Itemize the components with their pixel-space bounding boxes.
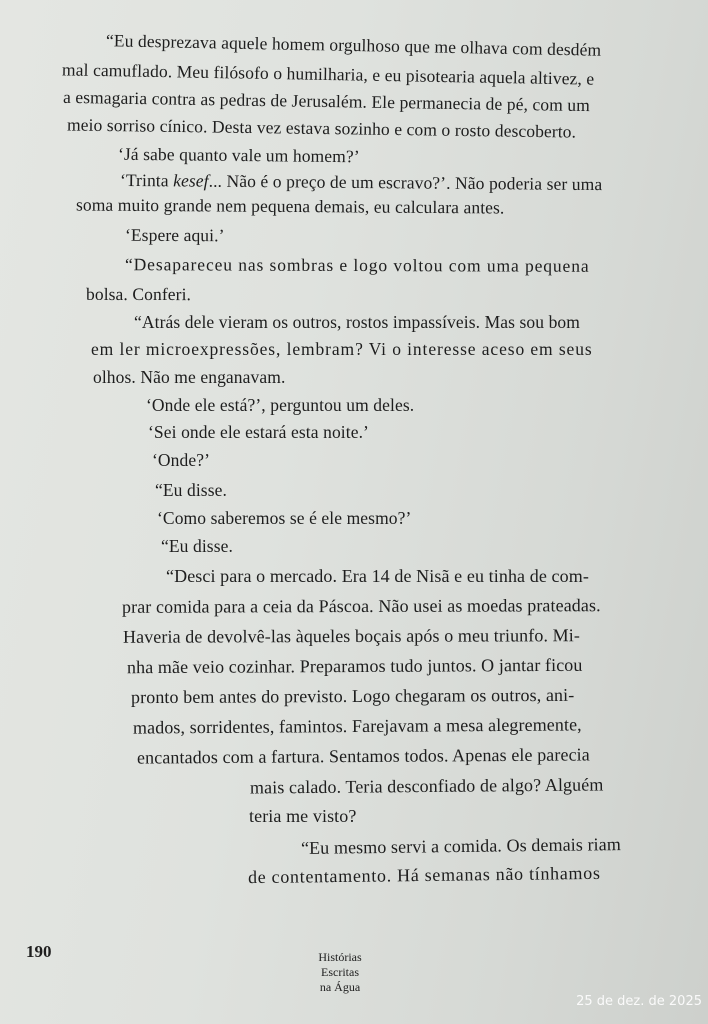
text-line: nha mãe veio cozinhar. Preparamos tudo juntos. O jantar ficou bbox=[126, 654, 583, 678]
text-line: ‘Onde ele está?’, perguntou um deles. bbox=[146, 395, 415, 415]
text-line: ‘Onde?’ bbox=[152, 450, 211, 470]
text-line: ‘Como saberemos se é ele mesmo?’ bbox=[157, 508, 412, 528]
italic-word: kesef bbox=[173, 170, 209, 191]
text-line: teria me visto? bbox=[249, 806, 357, 826]
text-line: olhos. Não me enganavam. bbox=[93, 367, 286, 387]
text-line: “Eu desprezava aquele homem orgulhoso que me olhava com desdém bbox=[105, 30, 602, 60]
text-line: mal camuflado. Meu filósofo o humilharia, e eu pisotearia aquela altivez, e bbox=[61, 59, 595, 89]
text-line: “Desapareceu nas sombras e logo voltou com uma pequena bbox=[124, 254, 590, 276]
text-line: ‘Espere aqui.’ bbox=[124, 224, 225, 246]
text-line: meio sorriso cínico. Desta vez estava sozinho e com o rosto descoberto. bbox=[66, 114, 577, 142]
text-line: encantados com a fartura. Sentamos todos. Apenas ele parecia bbox=[136, 744, 590, 768]
text-line: de contentamento. Há semanas não tínhamos bbox=[247, 862, 601, 888]
page-number: 190 bbox=[26, 942, 52, 961]
running-title-line: Histórias bbox=[318, 950, 362, 964]
text-line: “Desci para o mercado. Era 14 de Nisã e eu tinha de com- bbox=[166, 566, 589, 586]
running-title-line: Escritas bbox=[321, 965, 359, 979]
text-line: mados, sorridentes, famintos. Farejavam a mesa alegremente, bbox=[132, 714, 582, 738]
text-line: em ler microexpressões, lembram? Vi o interesse aceso em seus bbox=[91, 339, 593, 359]
text-line: “Eu disse. bbox=[155, 480, 227, 500]
text-line: pronto bem antes do previsto. Logo chegaram os outros, ani- bbox=[130, 684, 575, 708]
text-line: mais calado. Teria desconfiado de algo? Alguém bbox=[249, 774, 604, 798]
text-line: bolsa. Conferi. bbox=[85, 283, 192, 305]
text-line: soma muito grande nem pequena demais, eu calculara antes. bbox=[75, 194, 505, 218]
running-title bbox=[300, 950, 380, 995]
text-line: ‘Sei onde ele estará esta noite.’ bbox=[148, 422, 369, 442]
date-stamp: 25 de dez. de 2025 bbox=[576, 994, 702, 1009]
text-line: a esmagaria contra as pedras de Jerusalém. Ele permanecia de pé, com um bbox=[62, 86, 591, 116]
text-line: “Eu mesmo servi a comida. Os demais riam bbox=[300, 834, 622, 858]
text-segment: ‘Trinta bbox=[119, 169, 174, 191]
running-title-line: na Água bbox=[319, 980, 361, 994]
text-line: “Atrás dele vieram os outros, rostos impassíveis. Mas sou bom bbox=[134, 312, 580, 332]
text-line: “Eu disse. bbox=[161, 536, 233, 556]
text-line-with-italic bbox=[120, 169, 602, 195]
text-line: Haveria de devolvê-las àqueles boçais após o meu triunfo. Mi- bbox=[122, 625, 580, 647]
text-line: ‘Já sabe quanto vale um homem?’ bbox=[117, 143, 360, 167]
text-line: prar comida para a ceia da Páscoa. Não usei as moedas prateadas. bbox=[121, 595, 601, 617]
text-segment: ... Não é o preço de um escravo?’. Não poderia ser uma bbox=[208, 170, 603, 195]
